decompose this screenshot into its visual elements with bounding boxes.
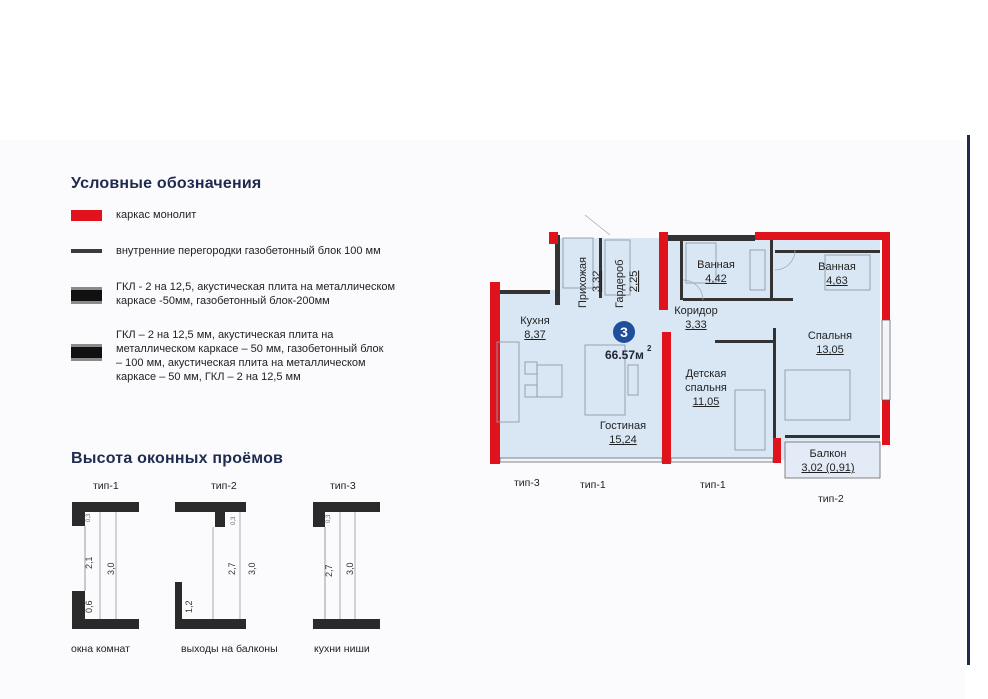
openings-title: Высота оконных проёмов — [71, 450, 284, 467]
room-name-hallway: Прихожая — [577, 257, 589, 308]
room-balcony — [788, 447, 868, 475]
opening-type-3-name: тип-3 — [330, 480, 356, 492]
window-label-kitchen: тип-3 — [514, 477, 540, 489]
room-area-kitchen: 8,37 — [524, 329, 546, 341]
total-area: 66.57м — [605, 348, 644, 362]
legend-swatch-gkl-200 — [71, 287, 102, 304]
window-label-kids: тип-1 — [700, 479, 726, 491]
room-name-wardrobe: Гардероб — [614, 259, 626, 308]
room-area-balcony: 3,02 (0,91) — [801, 462, 855, 474]
top-blank-area — [0, 0, 988, 140]
apartment-number: 3 — [620, 324, 628, 340]
opening-section-type-3 — [313, 502, 380, 629]
type-1-dim-2: 3,0 — [106, 562, 116, 575]
room-name-bathroom-1: Ванная — [697, 259, 735, 271]
opening-section-type-2 — [175, 502, 257, 629]
opening-type-3-caption: кухни ниши — [314, 643, 370, 655]
opening-type-2-caption: выходы на балконы — [181, 643, 278, 655]
room-name-corridor: Коридор — [674, 305, 718, 317]
window-label-living: тип-1 — [580, 479, 606, 491]
room-area-kids-bedroom: 11,05 — [692, 396, 720, 408]
type-2-dim-0: 0,3 — [231, 516, 237, 525]
type-2-dim-2: 3,0 — [247, 562, 257, 575]
type-2-dim-1: 2,7 — [227, 562, 237, 575]
room-name-living-room: Гостиная — [599, 420, 647, 432]
type-3-dim-0: 0,3 — [326, 514, 332, 523]
apartment-badge — [613, 321, 635, 343]
room-area-bedroom: 13,05 — [816, 344, 844, 356]
room-name-kitchen: Кухня — [520, 315, 550, 327]
room-bathroom-2 — [807, 260, 867, 288]
room-name-kids-bedroom: Детская спальня — [685, 368, 727, 394]
type-2-dim-3: 1,2 — [184, 600, 194, 613]
opening-type-1-name: тип-1 — [93, 480, 119, 492]
room-area-wardrobe: 2,25 — [628, 270, 640, 292]
room-area-bathroom-1: 4,42 — [705, 273, 727, 285]
room-name-balcony: Балкон — [809, 448, 847, 460]
room-name-bathroom-2: Ванная — [818, 261, 856, 273]
opening-sections-diagram — [60, 495, 400, 640]
room-area-hallway: 3,32 — [591, 270, 603, 292]
legend-item-gkl-200: ГКЛ - 2 на 12,5, акустическая плита на металлическом каркасе -50мм, газобетонный блок-200мм — [116, 281, 396, 307]
legend-item-partition: внутренние перегородки газобетонный блок 100 мм — [116, 245, 381, 257]
legend-item-gkl-100: ГКЛ – 2 на 12,5 мм, акустическая плита на металлическом каркасе – 50 мм, газобетонный блок – 100 мм, акустическая плита на металлическом каркасе – 50 мм, ГКЛ – 2 на 12,5 мм — [116, 329, 384, 383]
legend-swatch-partition — [71, 249, 102, 253]
room-living-room — [588, 419, 658, 447]
room-bedroom — [798, 329, 862, 357]
room-kitchen — [505, 314, 565, 342]
type-3-dim-1: 2,7 — [324, 564, 334, 577]
legend-swatch-gkl-100 — [71, 344, 102, 361]
legend-title: Условные обозначения — [71, 175, 262, 192]
room-area-corridor: 3,33 — [685, 319, 707, 331]
legend-item-monolith: каркас монолит — [116, 209, 197, 221]
room-area-living-room: 15,24 — [609, 434, 637, 446]
room-name-bedroom: Спальня — [807, 330, 853, 342]
legend-swatch-monolith — [71, 210, 102, 221]
opening-type-1-caption: окна комнат — [71, 643, 130, 655]
type-3-dim-2: 3,0 — [345, 562, 355, 575]
page-border-line — [967, 135, 970, 665]
room-bathroom-1 — [686, 258, 746, 286]
type-1-dim-3: 0,6 — [84, 600, 94, 613]
room-area-bathroom-2: 4,63 — [826, 275, 848, 287]
opening-section-type-1 — [72, 502, 139, 629]
room-corridor — [664, 304, 728, 332]
opening-type-2-name: тип-2 — [211, 480, 237, 492]
type-1-dim-1: 2,1 — [84, 556, 94, 569]
room-kids-bedroom — [676, 367, 736, 409]
window-label-balcony: тип-2 — [818, 493, 844, 505]
total-area-unit-exponent: 2 — [647, 344, 652, 353]
type-1-dim-0: 0,3 — [86, 513, 92, 522]
